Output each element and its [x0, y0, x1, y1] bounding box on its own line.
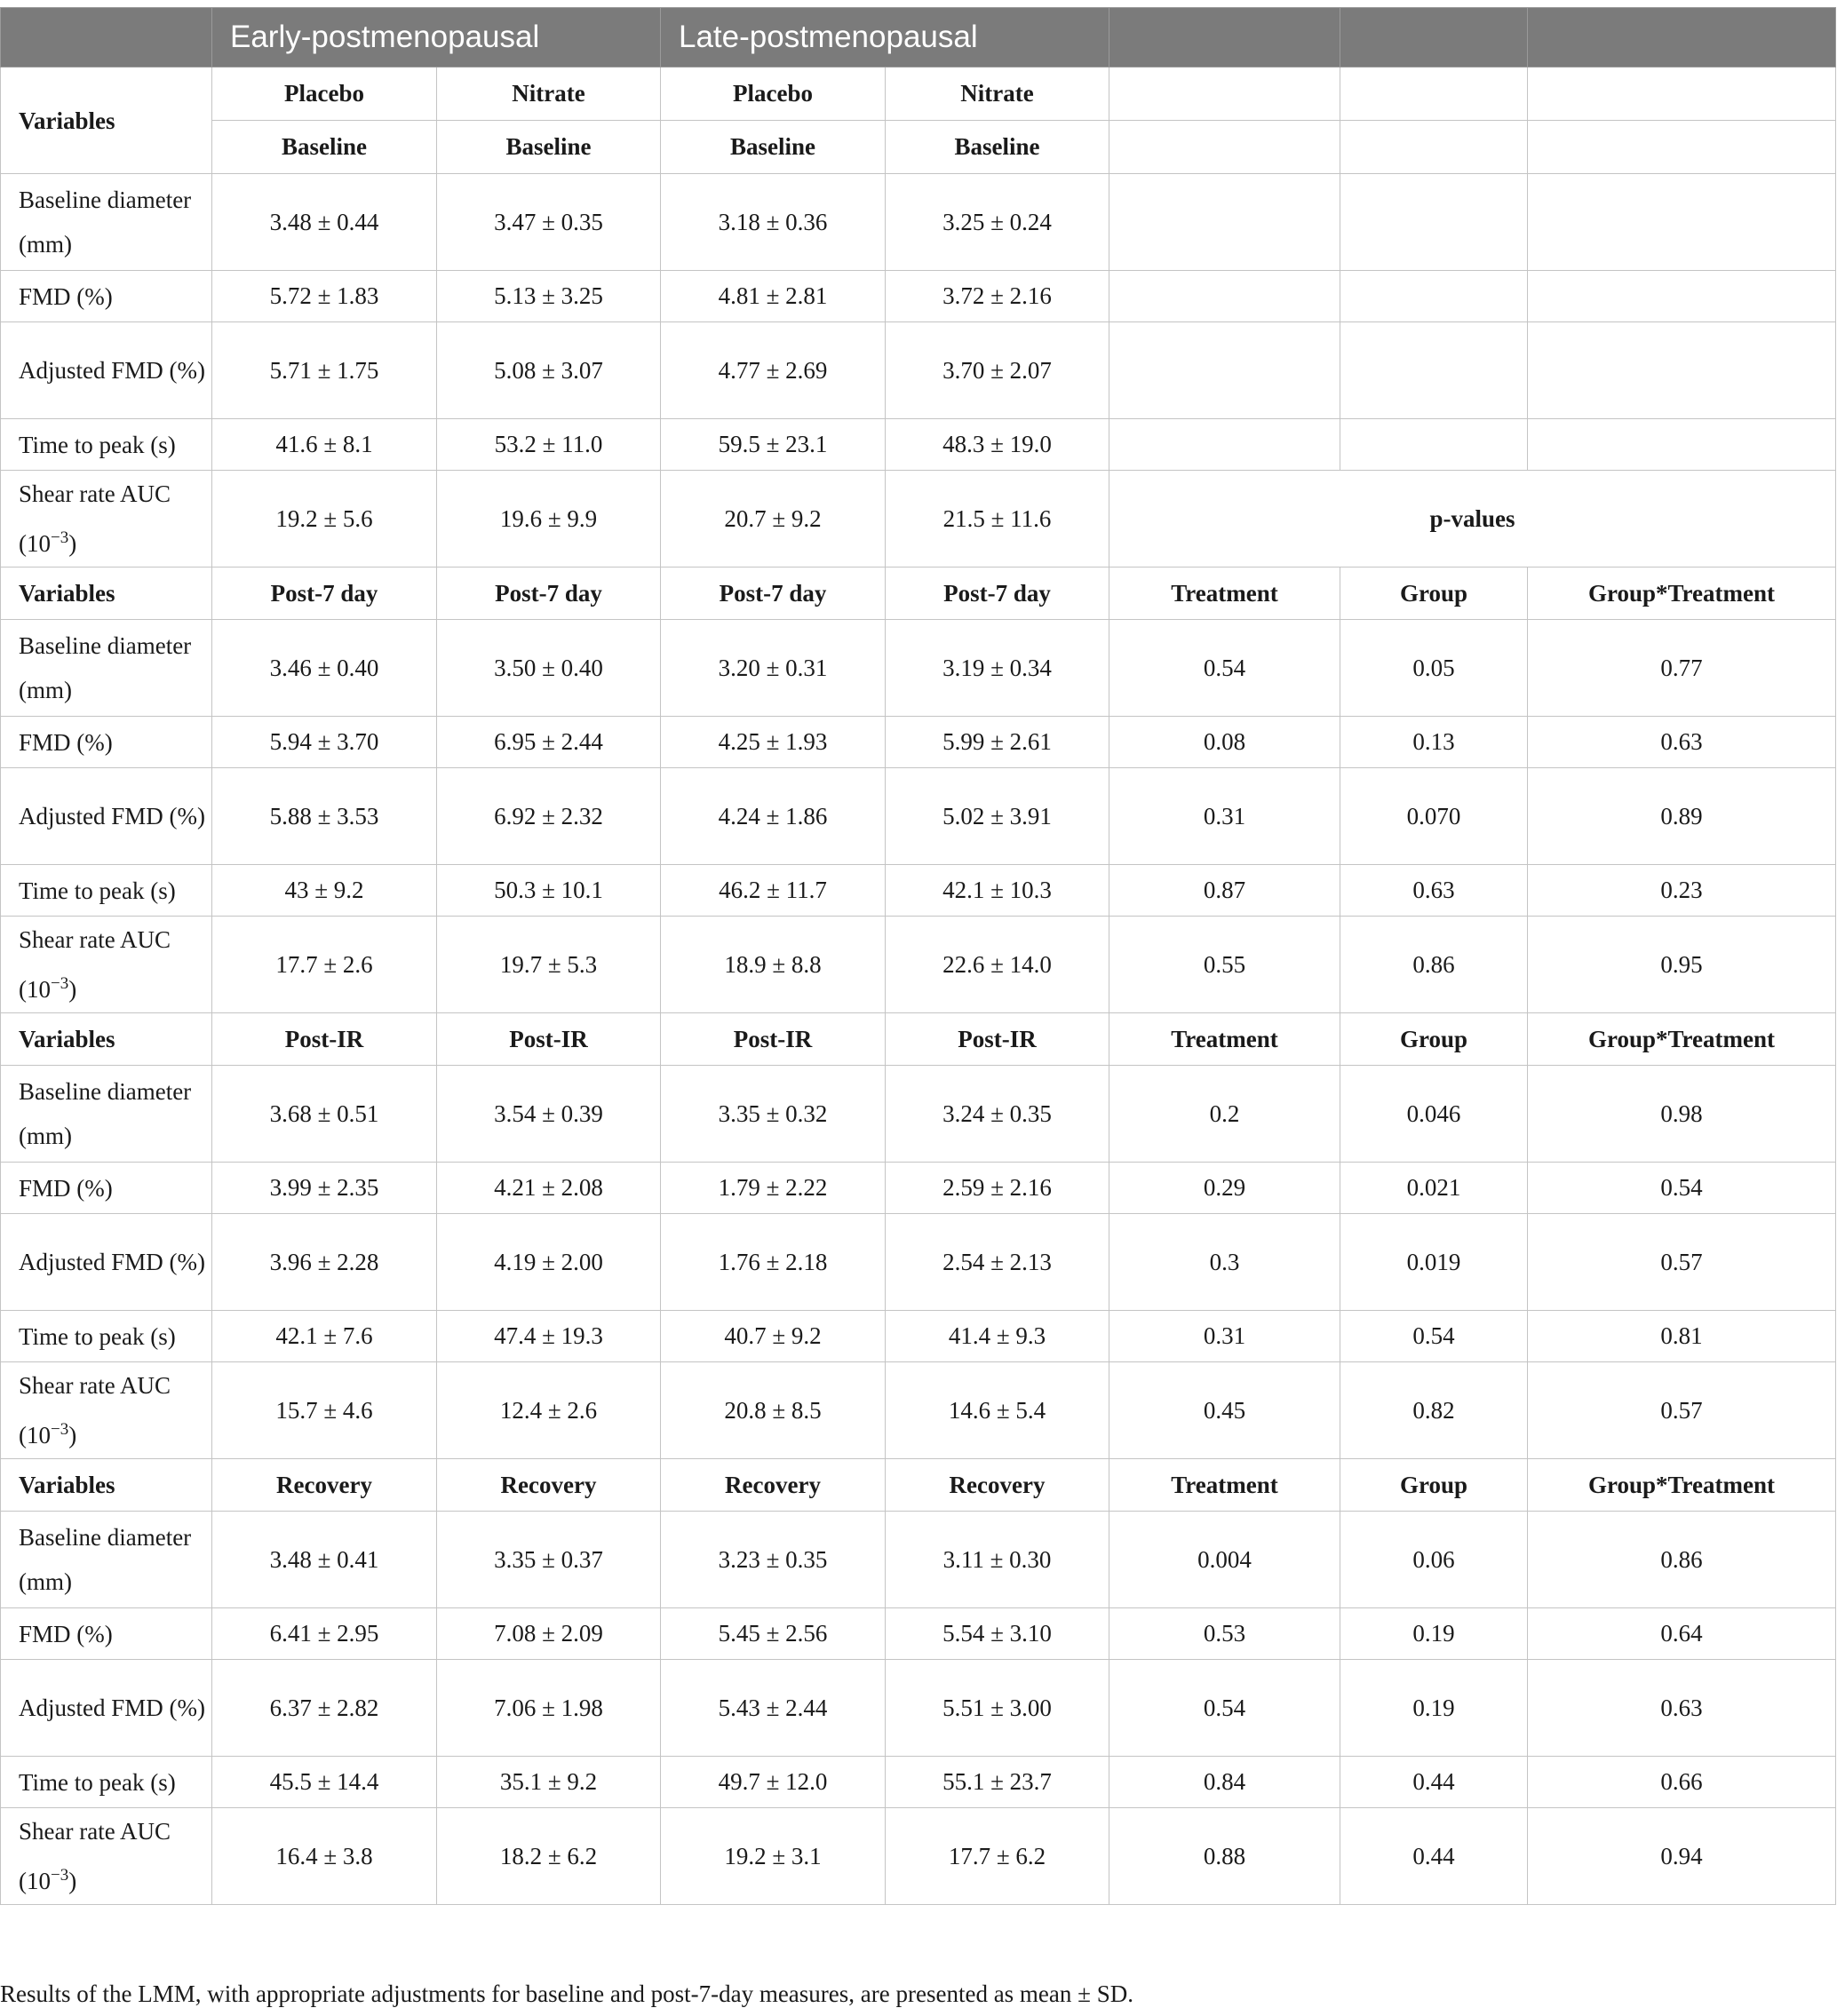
- column-header: Recovery: [886, 1459, 1109, 1512]
- variable-label: Time to peak (s): [1, 1757, 212, 1808]
- value-cell: 5.94 ± 3.70: [212, 717, 437, 768]
- value-cell: 47.4 ± 19.3: [437, 1311, 661, 1362]
- table-row: [1, 1808, 1836, 1905]
- variable-label: FMD (%): [1, 717, 212, 768]
- p-value-cell: 0.86: [1528, 1512, 1836, 1608]
- value-cell: 41.6 ± 8.1: [212, 419, 437, 471]
- value-cell: 48.3 ± 19.0: [886, 419, 1109, 471]
- table-row: [1, 1214, 1836, 1311]
- value-cell: 4.81 ± 2.81: [661, 271, 886, 322]
- column-header: Post-IR: [437, 1013, 661, 1066]
- value-cell: 3.96 ± 2.28: [212, 1214, 437, 1311]
- value-cell: 5.45 ± 2.56: [661, 1608, 886, 1660]
- value-cell: 16.4 ± 3.8: [212, 1808, 437, 1905]
- label-text: ): [68, 530, 77, 557]
- value-cell: 59.5 ± 23.1: [661, 419, 886, 471]
- empty-cell: [1528, 419, 1836, 471]
- header-blank: [1, 8, 212, 67]
- p-value-cell: 0.23: [1528, 865, 1836, 917]
- p-value-cell: 0.89: [1528, 768, 1836, 865]
- column-header: Group: [1340, 1013, 1528, 1066]
- empty-cell: [1528, 271, 1836, 322]
- value-cell: 20.7 ± 9.2: [661, 471, 886, 567]
- value-cell: 3.23 ± 0.35: [661, 1512, 886, 1608]
- value-cell: 55.1 ± 23.7: [886, 1757, 1109, 1808]
- early-group-header: Early-postmenopausal: [212, 8, 661, 67]
- variables-header: Variables: [1, 1013, 212, 1066]
- table-row: [1, 1660, 1836, 1757]
- value-cell: 5.88 ± 3.53: [212, 768, 437, 865]
- variable-label: Time to peak (s): [1, 865, 212, 917]
- p-value-cell: 0.63: [1528, 1660, 1836, 1757]
- table-row: [1, 1066, 1836, 1163]
- value-cell: 7.06 ± 1.98: [437, 1660, 661, 1757]
- p-value-cell: 0.63: [1528, 717, 1836, 768]
- value-cell: 21.5 ± 11.6: [886, 471, 1109, 567]
- empty-cell: [1340, 322, 1528, 419]
- value-cell: 4.21 ± 2.08: [437, 1163, 661, 1214]
- variable-label: Shear rate AUC $(10^{-3})$: [1, 1362, 212, 1459]
- table-row: [1, 717, 1836, 768]
- empty-cell: [1109, 67, 1340, 121]
- column-header: Post-IR: [886, 1013, 1109, 1066]
- value-cell: 19.2 ± 5.6: [212, 471, 437, 567]
- value-cell: 3.25 ± 0.24: [886, 174, 1109, 271]
- group-header-row: [1, 8, 1836, 67]
- label-text: Shear rate AUC (10: [19, 480, 171, 557]
- value-cell: 3.54 ± 0.39: [437, 1066, 661, 1163]
- column-header: Recovery: [661, 1459, 886, 1512]
- value-cell: 18.9 ± 8.8: [661, 917, 886, 1013]
- treatment-header: Nitrate: [886, 67, 1109, 121]
- p-value-cell: 0.77: [1528, 620, 1836, 717]
- value-cell: 3.48 ± 0.41: [212, 1512, 437, 1608]
- value-cell: 3.35 ± 0.32: [661, 1066, 886, 1163]
- p-value-cell: 0.31: [1109, 1311, 1340, 1362]
- value-cell: 1.76 ± 2.18: [661, 1214, 886, 1311]
- empty-cell: [1528, 322, 1836, 419]
- p-value-cell: 0.54: [1109, 1660, 1340, 1757]
- empty-cell: [1340, 174, 1528, 271]
- variable-label: Baseline diameter (mm): [1, 174, 212, 271]
- p-value-cell: 0.19: [1340, 1608, 1528, 1660]
- p-value-cell: 0.45: [1109, 1362, 1340, 1459]
- p-value-cell: 0.29: [1109, 1163, 1340, 1214]
- value-cell: 43 ± 9.2: [212, 865, 437, 917]
- variable-label: Adjusted FMD (%): [1, 768, 212, 865]
- variable-label: Baseline diameter (mm): [1, 620, 212, 717]
- exponent: −3: [51, 528, 69, 547]
- p-value-cell: 0.55: [1109, 917, 1340, 1013]
- empty-cell: [1340, 419, 1528, 471]
- variable-label: Adjusted FMD (%): [1, 1660, 212, 1757]
- p-value-cell: 0.06: [1340, 1512, 1528, 1608]
- value-cell: 7.08 ± 2.09: [437, 1608, 661, 1660]
- variable-label: Adjusted FMD (%): [1, 1214, 212, 1311]
- p-value-cell: 0.64: [1528, 1608, 1836, 1660]
- value-cell: 18.2 ± 6.2: [437, 1808, 661, 1905]
- timepoint-header: Baseline: [886, 121, 1109, 174]
- late-group-header: Late-postmenopausal: [661, 8, 1109, 67]
- p-value-cell: 0.57: [1528, 1214, 1836, 1311]
- value-cell: 12.4 ± 2.6: [437, 1362, 661, 1459]
- variables-header: Variables: [1, 567, 212, 620]
- empty-cell: [1528, 121, 1836, 174]
- p-value-cell: 0.004: [1109, 1512, 1340, 1608]
- value-cell: 5.51 ± 3.00: [886, 1660, 1109, 1757]
- value-cell: 4.19 ± 2.00: [437, 1214, 661, 1311]
- value-cell: 3.20 ± 0.31: [661, 620, 886, 717]
- variable-label: FMD (%): [1, 1163, 212, 1214]
- header-blank: [1340, 8, 1528, 67]
- variable-label: Shear rate AUC $(10^{-3})$: [1, 917, 212, 1013]
- value-cell: 3.48 ± 0.44: [212, 174, 437, 271]
- header-blank: [1109, 8, 1340, 67]
- value-cell: 5.99 ± 2.61: [886, 717, 1109, 768]
- value-cell: 49.7 ± 12.0: [661, 1757, 886, 1808]
- empty-cell: [1109, 174, 1340, 271]
- p-value-cell: 0.82: [1340, 1362, 1528, 1459]
- variable-label: Baseline diameter (mm): [1, 1066, 212, 1163]
- variable-label: Time to peak (s): [1, 419, 212, 471]
- column-header: Recovery: [437, 1459, 661, 1512]
- table-row: [1, 1512, 1836, 1608]
- column-header: Post-7 day: [212, 567, 437, 620]
- p-value-cell: 0.81: [1528, 1311, 1836, 1362]
- value-cell: 1.79 ± 2.22: [661, 1163, 886, 1214]
- value-cell: 19.7 ± 5.3: [437, 917, 661, 1013]
- variable-label: Adjusted FMD (%): [1, 322, 212, 419]
- table-row: [1, 322, 1836, 419]
- table-row: [1, 1757, 1836, 1808]
- value-cell: 45.5 ± 14.4: [212, 1757, 437, 1808]
- value-cell: 14.6 ± 5.4: [886, 1362, 1109, 1459]
- column-header: Group*Treatment: [1528, 1459, 1836, 1512]
- value-cell: 19.6 ± 9.9: [437, 471, 661, 567]
- empty-cell: [1528, 174, 1836, 271]
- exponent: −3: [51, 1866, 69, 1885]
- p-value-cell: 0.66: [1528, 1757, 1836, 1808]
- value-cell: 4.77 ± 2.69: [661, 322, 886, 419]
- value-cell: 3.72 ± 2.16: [886, 271, 1109, 322]
- empty-cell: [1109, 322, 1340, 419]
- variable-label: Shear rate AUC $(10^{-3})$: [1, 1808, 212, 1905]
- p-value-cell: 0.046: [1340, 1066, 1528, 1163]
- empty-cell: [1109, 271, 1340, 322]
- value-cell: 3.46 ± 0.40: [212, 620, 437, 717]
- table-row: [1, 1608, 1836, 1660]
- table-row: [1, 1311, 1836, 1362]
- value-cell: 5.02 ± 3.91: [886, 768, 1109, 865]
- p-value-cell: 0.2: [1109, 1066, 1340, 1163]
- value-cell: 50.3 ± 10.1: [437, 865, 661, 917]
- p-value-cell: 0.54: [1109, 620, 1340, 717]
- section-header-row: [1, 1013, 1836, 1066]
- value-cell: 3.19 ± 0.34: [886, 620, 1109, 717]
- p-value-cell: 0.53: [1109, 1608, 1340, 1660]
- table-row: [1, 1362, 1836, 1459]
- empty-cell: [1109, 419, 1340, 471]
- table-row: [1, 471, 1836, 567]
- column-header: Treatment: [1109, 1459, 1340, 1512]
- table-row: [1, 271, 1836, 322]
- value-cell: 40.7 ± 9.2: [661, 1311, 886, 1362]
- empty-cell: [1340, 67, 1528, 121]
- results-table: [0, 7, 1836, 1905]
- p-value-cell: 0.54: [1528, 1163, 1836, 1214]
- column-header: Post-IR: [212, 1013, 437, 1066]
- value-cell: 5.13 ± 3.25: [437, 271, 661, 322]
- table-row: [1, 768, 1836, 865]
- table-row: [1, 620, 1836, 717]
- exponent: −3: [51, 974, 69, 993]
- value-cell: 3.24 ± 0.35: [886, 1066, 1109, 1163]
- value-cell: 6.41 ± 2.95: [212, 1608, 437, 1660]
- section-header-row: [1, 1459, 1836, 1512]
- treatment-header: Placebo: [661, 67, 886, 121]
- variables-header: Variables: [1, 67, 212, 174]
- value-cell: 20.8 ± 8.5: [661, 1362, 886, 1459]
- value-cell: 5.54 ± 3.10: [886, 1608, 1109, 1660]
- value-cell: 2.59 ± 2.16: [886, 1163, 1109, 1214]
- section-header-row: [1, 567, 1836, 620]
- table-row: [1, 865, 1836, 917]
- value-cell: 5.43 ± 2.44: [661, 1660, 886, 1757]
- value-cell: 3.35 ± 0.37: [437, 1512, 661, 1608]
- exponent: −3: [51, 1420, 69, 1439]
- column-header: Treatment: [1109, 567, 1340, 620]
- value-cell: 35.1 ± 9.2: [437, 1757, 661, 1808]
- p-value-cell: 0.31: [1109, 768, 1340, 865]
- p-value-cell: 0.3: [1109, 1214, 1340, 1311]
- value-cell: 3.47 ± 0.35: [437, 174, 661, 271]
- value-cell: 3.11 ± 0.30: [886, 1512, 1109, 1608]
- value-cell: 42.1 ± 7.6: [212, 1311, 437, 1362]
- variables-header: Variables: [1, 1459, 212, 1512]
- value-cell: 17.7 ± 6.2: [886, 1808, 1109, 1905]
- p-value-cell: 0.019: [1340, 1214, 1528, 1311]
- value-cell: 5.72 ± 1.83: [212, 271, 437, 322]
- timepoint-header: Baseline: [212, 121, 437, 174]
- column-header: Post-7 day: [886, 567, 1109, 620]
- value-cell: 19.2 ± 3.1: [661, 1808, 886, 1905]
- empty-cell: [1528, 67, 1836, 121]
- value-cell: 2.54 ± 2.13: [886, 1214, 1109, 1311]
- p-value-cell: 0.88: [1109, 1808, 1340, 1905]
- p-value-cell: 0.57: [1528, 1362, 1836, 1459]
- p-value-cell: 0.44: [1340, 1808, 1528, 1905]
- p-value-cell: 0.19: [1340, 1660, 1528, 1757]
- table-row: [1, 174, 1836, 271]
- header-blank: [1528, 8, 1836, 67]
- column-header: Post-7 day: [661, 567, 886, 620]
- value-cell: 6.92 ± 2.32: [437, 768, 661, 865]
- p-value-cell: 0.98: [1528, 1066, 1836, 1163]
- timepoint-header-row: [1, 121, 1836, 174]
- value-cell: 42.1 ± 10.3: [886, 865, 1109, 917]
- p-value-cell: 0.13: [1340, 717, 1528, 768]
- p-value-cell: 0.86: [1340, 917, 1528, 1013]
- p-value-cell: 0.84: [1109, 1757, 1340, 1808]
- value-cell: 4.24 ± 1.86: [661, 768, 886, 865]
- value-cell: 22.6 ± 14.0: [886, 917, 1109, 1013]
- treatment-header-row: [1, 67, 1836, 121]
- pvalues-header: p-values: [1109, 471, 1836, 567]
- variable-label: [1, 471, 212, 567]
- variable-label: Baseline diameter (mm): [1, 1512, 212, 1608]
- column-header: Group*Treatment: [1528, 567, 1836, 620]
- value-cell: 3.70 ± 2.07: [886, 322, 1109, 419]
- variable-label: FMD (%): [1, 1608, 212, 1660]
- p-value-cell: 0.94: [1528, 1808, 1836, 1905]
- value-cell: 17.7 ± 2.6: [212, 917, 437, 1013]
- treatment-header: Nitrate: [437, 67, 661, 121]
- p-value-cell: 0.05: [1340, 620, 1528, 717]
- empty-cell: [1109, 121, 1340, 174]
- p-value-cell: 0.44: [1340, 1757, 1528, 1808]
- empty-cell: [1340, 271, 1528, 322]
- footnote: Results of the LMM, with appropriate adjustments for baseline and post-7-day measures, are presented as mean ± SD.: [0, 1980, 1133, 2007]
- timepoint-header: Baseline: [661, 121, 886, 174]
- value-cell: 53.2 ± 11.0: [437, 419, 661, 471]
- p-value-cell: 0.54: [1340, 1311, 1528, 1362]
- column-header: Group: [1340, 567, 1528, 620]
- p-value-cell: 0.63: [1340, 865, 1528, 917]
- p-value-cell: 0.021: [1340, 1163, 1528, 1214]
- value-cell: 5.08 ± 3.07: [437, 322, 661, 419]
- value-cell: 5.71 ± 1.75: [212, 322, 437, 419]
- table-row: [1, 1163, 1836, 1214]
- table-row: [1, 419, 1836, 471]
- p-value-cell: 0.070: [1340, 768, 1528, 865]
- value-cell: 3.99 ± 2.35: [212, 1163, 437, 1214]
- value-cell: 4.25 ± 1.93: [661, 717, 886, 768]
- column-header: Post-IR: [661, 1013, 886, 1066]
- value-cell: 6.37 ± 2.82: [212, 1660, 437, 1757]
- table-row: [1, 917, 1836, 1013]
- value-cell: 3.50 ± 0.40: [437, 620, 661, 717]
- column-header: Group: [1340, 1459, 1528, 1512]
- p-value-cell: 0.87: [1109, 865, 1340, 917]
- p-value-cell: 0.95: [1528, 917, 1836, 1013]
- treatment-header: Placebo: [212, 67, 437, 121]
- column-header: Group*Treatment: [1528, 1013, 1836, 1066]
- value-cell: 3.68 ± 0.51: [212, 1066, 437, 1163]
- variable-label: FMD (%): [1, 271, 212, 322]
- value-cell: 15.7 ± 4.6: [212, 1362, 437, 1459]
- value-cell: 6.95 ± 2.44: [437, 717, 661, 768]
- timepoint-header: Baseline: [437, 121, 661, 174]
- column-header: Recovery: [212, 1459, 437, 1512]
- empty-cell: [1340, 121, 1528, 174]
- value-cell: 41.4 ± 9.3: [886, 1311, 1109, 1362]
- p-value-cell: 0.08: [1109, 717, 1340, 768]
- column-header: Post-7 day: [437, 567, 661, 620]
- variable-label: Time to peak (s): [1, 1311, 212, 1362]
- column-header: Treatment: [1109, 1013, 1340, 1066]
- value-cell: 46.2 ± 11.7: [661, 865, 886, 917]
- value-cell: 3.18 ± 0.36: [661, 174, 886, 271]
